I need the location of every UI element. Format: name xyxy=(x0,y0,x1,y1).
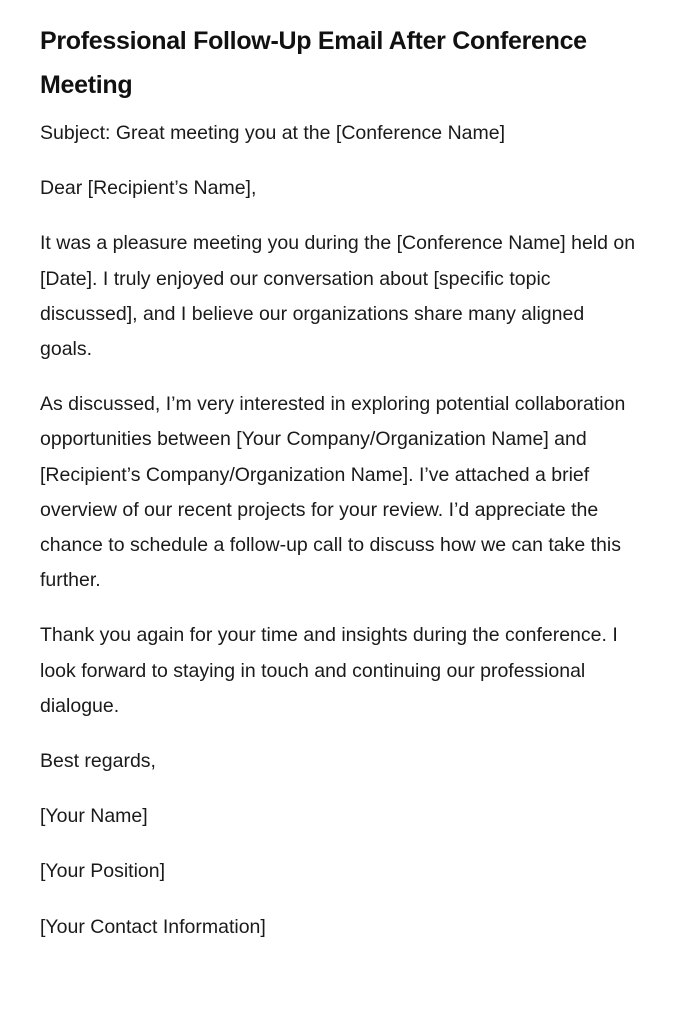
body-paragraph-1: It was a pleasure meeting you during the [Conference Name] held on [Date]. I truly enjoyed our conversation about [specific topic discussed], and I believe our organizations share many aligned goals. xyxy=(40,232,636,361)
body-paragraph-3: Thank you again for your time and insights during the conference. I look forward to staying in touch and continuing our professional dialogue. xyxy=(40,624,618,717)
signature-contact: [Your Contact Information] xyxy=(40,915,266,938)
page-title: Professional Follow-Up Email After Conference Meeting xyxy=(40,27,587,99)
signature-name: [Your Name] xyxy=(40,805,148,828)
closing: Best regards, xyxy=(40,750,156,773)
subject-line: Subject: Great meeting you at the [Conference Name] xyxy=(40,122,506,144)
greeting: Dear [Recipient’s Name], xyxy=(40,177,257,200)
signature-position: [Your Position] xyxy=(40,860,166,883)
body-paragraph-2: As discussed, I’m very interested in exploring potential collaboration opportunities between [Your Company/Organization Name] and [Recipient’s Company/Organization Name]. I’ve attached a brief overview of our recent projects for your review. I’d appreciate the chance to schedule a follow-up call to discuss how we can take this further. xyxy=(40,393,626,592)
